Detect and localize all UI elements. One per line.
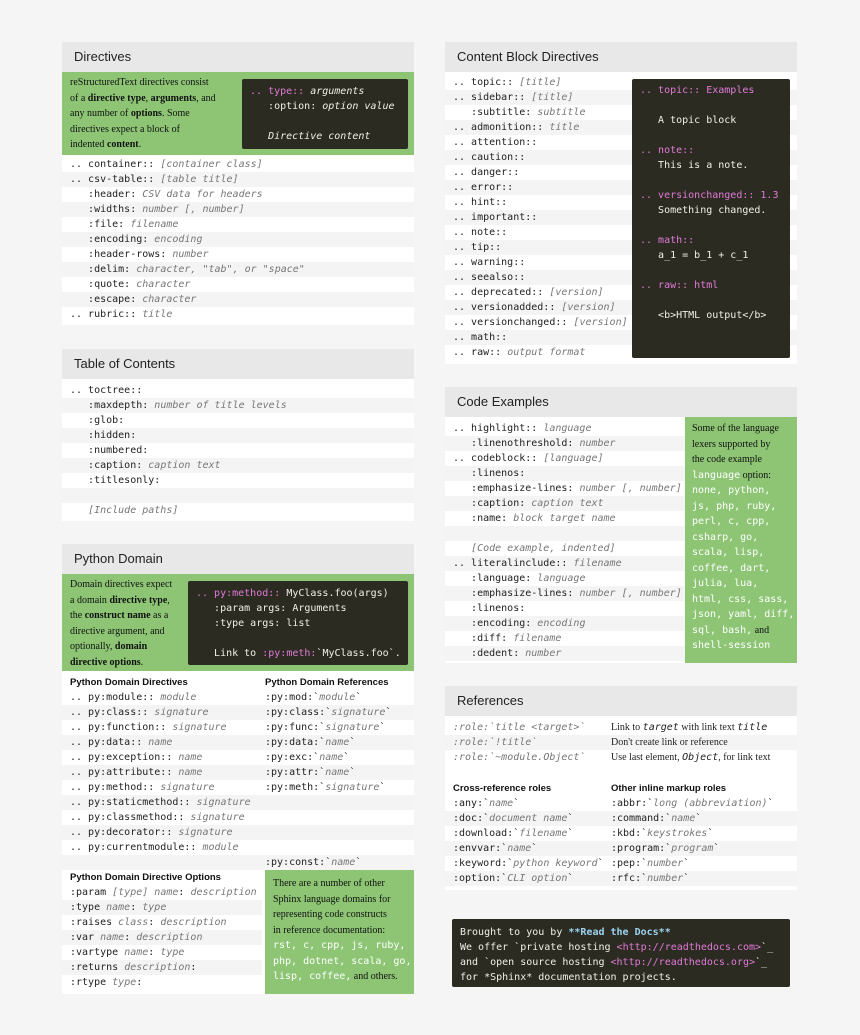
content-line: .. danger:: xyxy=(453,167,520,178)
content-line: .. tip:: xyxy=(445,240,797,255)
other-role: :command:`name` xyxy=(611,813,702,824)
python-option: :vartype name: type xyxy=(70,947,185,958)
lexer-line: sql, bash, and xyxy=(692,624,770,636)
python-ref: :py:func:`signature` xyxy=(265,722,386,733)
python-option: :rtype type: xyxy=(70,977,143,988)
content-line: .. math:: xyxy=(445,330,797,345)
toc-line: .. toctree:: xyxy=(70,385,143,396)
other-role: :rfc:`number` xyxy=(611,873,690,884)
directive-line: .. csv-table:: [table title] xyxy=(62,172,414,187)
content-code-line: <b>HTML output</b> xyxy=(640,310,767,321)
other-role: :pep:`number` xyxy=(611,858,690,869)
role-row: :keyword:`python keyword` :pep:`number` xyxy=(453,858,690,869)
directive-line: :encoding: encoding xyxy=(62,232,414,247)
python-ref: :py:exc:`name` xyxy=(265,752,350,763)
toc-line: :glob: xyxy=(70,415,125,426)
content-line: .. note:: xyxy=(453,227,508,238)
content-line: .. important:: xyxy=(445,210,797,225)
lexers-note: Some of the language lexers supported by the code example language option: none, python, js, php, ruby, perl, c, cpp, csharp, go, scala, lisp, coffee, dart, julia, lua, html, css, sass, json, yaml, diff, sql, bash, and shell-session xyxy=(685,417,797,663)
toc-line: :maxdepth: number of title levels xyxy=(62,398,414,413)
python-row xyxy=(62,855,414,870)
python-row: .. py:decorator:: signature xyxy=(62,825,414,840)
python-panel xyxy=(62,544,414,994)
python-row: .. py:data:: name :py:data:`name` xyxy=(62,735,414,750)
code-examples-panel xyxy=(445,387,797,663)
content-line: .. seealso:: xyxy=(445,270,797,285)
role-row: :option:`CLI option` :rfc:`number` xyxy=(445,871,797,886)
python-row: .. py:currentmodule:: module xyxy=(70,842,239,853)
content-panel xyxy=(445,42,797,364)
directives-intro: reStructuredText directives consist of a directive type, arguments, and any number of options. Some directives expect a block of indented content. xyxy=(70,77,216,150)
python-ref: :py:class:`signature` xyxy=(265,707,392,718)
role-row: :any:`name` :abbr:`long (abbreviation)` xyxy=(453,798,774,809)
python-option: :param [type] name: description xyxy=(70,887,257,898)
python-code: .. py:method:: MyClass.foo(args) :param args: Arguments :type args: list Link to :py:meth:`MyClass.foo`. xyxy=(188,581,408,665)
content-line: .. error:: xyxy=(445,180,797,195)
code-example-line: :emphasize-lines: number [, number] xyxy=(445,586,685,601)
content-code-line: A topic block xyxy=(640,115,737,126)
directives-panel xyxy=(62,42,414,325)
toc-title: Table of Contents xyxy=(62,349,414,379)
directive-line: :file: filename xyxy=(70,219,179,230)
role-row: :download:`filename` :kbd:`keystrokes` xyxy=(453,828,714,839)
reference-desc: Use last element, Object, for link text xyxy=(611,752,771,763)
python-ref: :py:meth:`signature` xyxy=(265,782,386,793)
content-code-line: .. versionchanged:: 1.3 xyxy=(640,190,779,201)
code-example-line: :linenos: xyxy=(445,466,685,481)
code-example-line: :caption: caption text xyxy=(445,496,685,511)
toc-line: :caption: caption text xyxy=(62,458,414,473)
references-title: References xyxy=(445,686,797,716)
lexer-line: none, python, xyxy=(692,485,771,496)
references-panel xyxy=(445,686,797,890)
content-code-line xyxy=(632,263,790,278)
python-row: .. py:classmethod:: signature xyxy=(70,812,245,823)
content-code-line: .. note:: xyxy=(640,145,695,156)
python-title: Python Domain xyxy=(62,544,414,574)
directive-line: :header: CSV data for headers xyxy=(70,189,263,200)
code-example-line: :name: block target name xyxy=(453,513,616,524)
content-line: .. versionchanged:: [version] xyxy=(453,317,628,328)
content-code xyxy=(632,79,790,358)
role-row: :envvar:`name` :program:`program` xyxy=(445,841,797,856)
python-ref: :py:attr:`name` xyxy=(265,767,356,778)
content-code-line xyxy=(632,128,790,143)
other-role: :program:`program` xyxy=(611,843,720,854)
code-example-line: :linenothreshold: number xyxy=(445,436,685,451)
directive-line: :quote: character xyxy=(70,279,191,290)
content-line: .. versionadded:: [version] xyxy=(445,300,797,315)
content-line: :subtitle: subtitle xyxy=(453,107,586,118)
python-options-heading: Python Domain Directive Options xyxy=(70,872,221,883)
python-row: .. py:attribute:: name :py:attr:`name` xyxy=(62,765,414,780)
lexer-line: json, yaml, diff, xyxy=(692,609,795,620)
directives-code: .. type:: arguments :option: option value Directive content xyxy=(242,79,408,149)
directive-line: .. container:: [container class] xyxy=(70,159,263,170)
python-intro: Domain directives expect a domain directive type, the construct name as a directive argument, and optionally, domain directive options. xyxy=(70,579,173,668)
content-code-line: This is a note. xyxy=(640,160,749,171)
content-code-line: Something changed. xyxy=(640,205,767,216)
python-ref: :py:const:`name` xyxy=(265,857,362,868)
other-role: :kbd:`keystrokes` xyxy=(611,828,714,839)
toc-line: :titlesonly: xyxy=(70,475,161,486)
code-example-line: :dedent: number xyxy=(445,646,685,661)
python-row: .. py:class:: signature :py:class:`signature` xyxy=(62,705,414,720)
reference-row: :role:`!title` Don't create link or reference xyxy=(445,735,797,750)
python-row: .. py:exception:: name :py:exc:`name` xyxy=(70,752,350,763)
content-line: .. admonition:: title xyxy=(445,120,797,135)
code-example-line xyxy=(445,526,685,541)
content-title: Content Block Directives xyxy=(445,42,797,72)
python-row: .. py:staticmethod:: signature xyxy=(62,795,414,810)
code-examples-title: Code Examples xyxy=(445,387,797,417)
directives-title: Directives xyxy=(62,42,414,72)
role-row: :doc:`document name` :command:`name` xyxy=(445,811,797,826)
lexer-line: julia, lua, xyxy=(692,578,759,589)
python-option: :type name: type xyxy=(62,900,262,915)
python-row: .. py:method:: signature :py:meth:`signature` xyxy=(70,782,386,793)
toc-line: [Include paths] xyxy=(88,505,179,516)
python-option: :var name: description xyxy=(62,930,262,945)
reference-desc: Link to target with link text title xyxy=(611,722,768,733)
content-code-line xyxy=(632,218,790,233)
code-example-line: :diff: filename xyxy=(453,633,562,644)
directive-line: :widths: number [, number] xyxy=(62,202,414,217)
content-code-line: .. topic:: Examples xyxy=(640,85,755,96)
other-role: :abbr:`long (abbreviation)` xyxy=(611,798,774,809)
content-code-line xyxy=(632,98,790,113)
content-code-line xyxy=(632,293,790,308)
lexer-line: scala, lisp, xyxy=(692,547,765,558)
python-ref: :py:data:`name` xyxy=(265,737,356,748)
reference-desc: Don't create link or reference xyxy=(611,737,728,748)
content-line: .. raw:: output format xyxy=(453,347,586,358)
code-example-line: :emphasize-lines: number [, number] xyxy=(453,483,682,494)
code-example-line: .. codeblock:: [language] xyxy=(453,453,604,464)
reference-row: :role:`title <target>` Link to target with link text title xyxy=(453,722,768,733)
python-directives-heading: Python Domain Directives xyxy=(70,677,188,688)
toc-line: :numbered: xyxy=(70,445,149,456)
lexer-line: csharp, go, xyxy=(692,531,759,543)
code-example-line: :linenos: xyxy=(453,603,526,614)
toc-panel xyxy=(62,349,414,521)
content-line: .. hint:: xyxy=(453,197,508,208)
python-references-heading: Python Domain References xyxy=(265,677,389,688)
content-code-line: .. math:: xyxy=(640,235,695,246)
lexer-line: perl, c, cpp, xyxy=(692,516,771,527)
content-line: .. warning:: xyxy=(453,257,526,268)
directive-line: .. rubric:: title xyxy=(70,309,173,320)
content-line: .. topic:: [title] xyxy=(453,77,562,88)
toc-line xyxy=(62,488,414,503)
python-row: .. py:function:: signature :py:func:`signature` xyxy=(70,722,386,733)
code-example-line: :language: language xyxy=(453,573,586,584)
python-option: :returns description: xyxy=(62,960,262,975)
content-line: .. caution:: xyxy=(445,150,797,165)
code-example-line: :encoding: encoding xyxy=(445,616,685,631)
directive-line: :header-rows: number xyxy=(70,249,209,260)
directive-line: :delim: character, "tab", or "space" xyxy=(62,262,414,277)
python-ref: :py:mod:`module` xyxy=(265,692,362,703)
directive-line: :escape: character xyxy=(62,292,414,307)
python-option: :raises class: description xyxy=(70,917,227,928)
code-example-line: .. literalinclude:: filename xyxy=(445,556,685,571)
python-row: .. py:module:: module :py:mod:`module` xyxy=(70,692,362,703)
reference-row: :role:`~module.Object` Use last element, Object, for link text xyxy=(453,752,771,763)
python-domains-note: There are a number of other Sphinx language domains for representing code constructs in reference documentation: rst, c, cpp, js, ruby, php, dotnet, scala, go, lisp, coffee, and others. xyxy=(265,870,414,994)
xref-heading: Cross-reference roles xyxy=(453,783,552,794)
code-example-line: .. highlight:: language xyxy=(453,423,592,434)
lexer-line: js, php, ruby, xyxy=(692,500,777,512)
lexer-line: html, css, sass, xyxy=(692,593,789,605)
content-line: .. attention:: xyxy=(453,137,538,148)
toc-line: :hidden: xyxy=(62,428,414,443)
content-code-line: a_1 = b_1 + c_1 xyxy=(640,250,749,261)
code-example-line: [Code example, indented] xyxy=(471,543,616,554)
lexer-line: coffee, dart, xyxy=(692,562,771,574)
content-line: .. sidebar:: [title] xyxy=(445,90,797,105)
other-roles-heading: Other inline markup roles xyxy=(611,783,727,794)
content-line: .. deprecated:: [version] xyxy=(453,287,604,298)
footer-box: Brought to you by **Read the Docs** We offer `private hosting <http://readthedocs.com>`_ and `open source hosting <http://readthedocs.org>`_ for *Sphinx* documentation projects. xyxy=(452,919,790,987)
content-code-line xyxy=(632,173,790,188)
content-code-line: .. raw:: html xyxy=(640,280,719,291)
